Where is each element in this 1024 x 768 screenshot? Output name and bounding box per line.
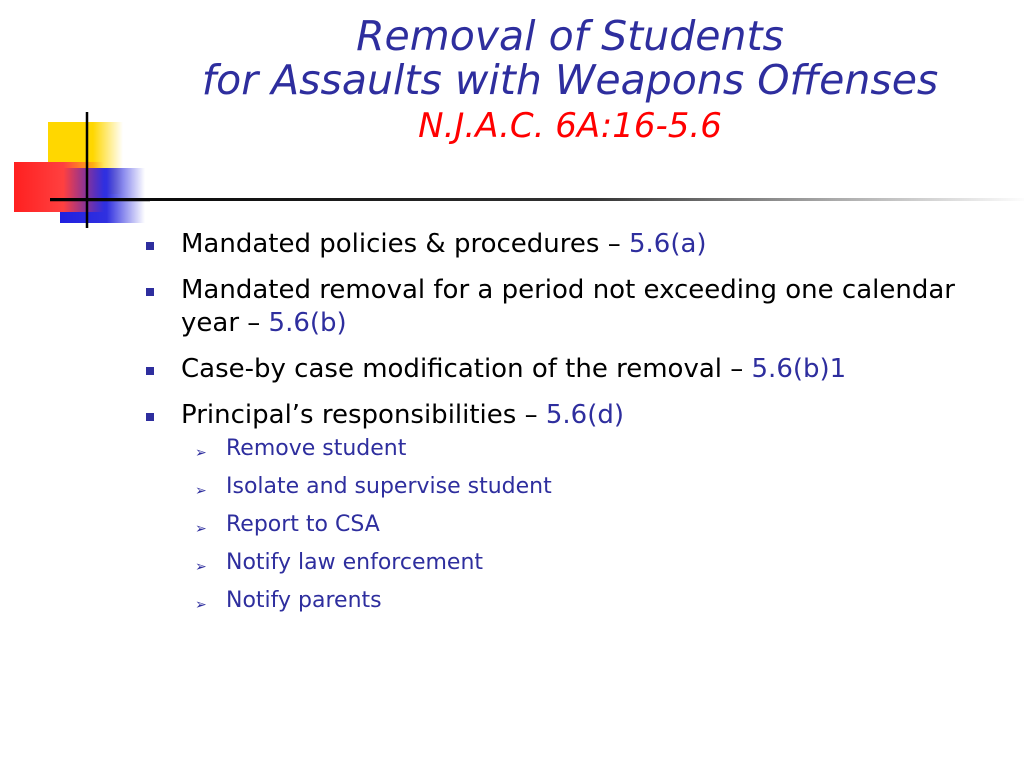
- sub-bullet-text: Isolate and supervise student: [226, 474, 552, 499]
- chevron-right-icon: ➢: [195, 445, 207, 461]
- square-bullet-icon: [146, 367, 154, 375]
- bullet-reference: 5.6(d): [545, 400, 624, 430]
- square-bullet-icon: [146, 288, 154, 296]
- slide-subtitle: N.J.A.C. 6A:16-5.6: [418, 106, 722, 146]
- bullet-reference: 5.6(b)1: [751, 354, 847, 384]
- sub-bullet-item: [181, 587, 1005, 615]
- bullet-list: [145, 228, 1005, 628]
- sub-bullet-text: Notify law enforcement: [226, 550, 484, 575]
- sub-bullet-text: Notify parents: [226, 588, 382, 613]
- bullet-item: [145, 274, 1005, 340]
- bullet-text: Mandated removal for a period not exceeding one calendar year –: [181, 275, 955, 338]
- chevron-right-icon: ➢: [195, 521, 207, 537]
- chevron-right-icon: ➢: [195, 597, 207, 613]
- chevron-right-icon: ➢: [195, 483, 207, 499]
- bullet-item: [145, 399, 1005, 615]
- sub-bullet-item: [181, 549, 1005, 577]
- square-bullet-icon: [146, 242, 154, 250]
- title-line-1: Removal of Students: [356, 12, 784, 60]
- title-line-2: for Assaults with Weapons Offenses: [201, 56, 939, 104]
- sub-bullet-item: [181, 435, 1005, 463]
- title-divider: [50, 198, 1024, 201]
- square-bullet-icon: [146, 413, 154, 421]
- bullet-reference: 5.6(b): [268, 308, 347, 338]
- bullet-text: Case-by case modification of the removal –: [181, 354, 752, 384]
- slide-title: [160, 14, 980, 150]
- bullet-text: Principal’s responsibilities –: [181, 400, 546, 430]
- sub-bullet-list: [181, 435, 1005, 615]
- bullet-reference: 5.6(a): [628, 229, 707, 259]
- sub-bullet-text: Report to CSA: [226, 512, 380, 537]
- bullet-item: [145, 228, 1005, 261]
- bullet-text: Mandated policies & procedures –: [181, 229, 629, 259]
- chevron-right-icon: ➢: [195, 559, 207, 575]
- sub-bullet-item: [181, 511, 1005, 539]
- decorative-logo-graphic: [0, 0, 150, 240]
- bullet-item: [145, 353, 1005, 386]
- sub-bullet-item: [181, 473, 1005, 501]
- sub-bullet-text: Remove student: [226, 436, 407, 461]
